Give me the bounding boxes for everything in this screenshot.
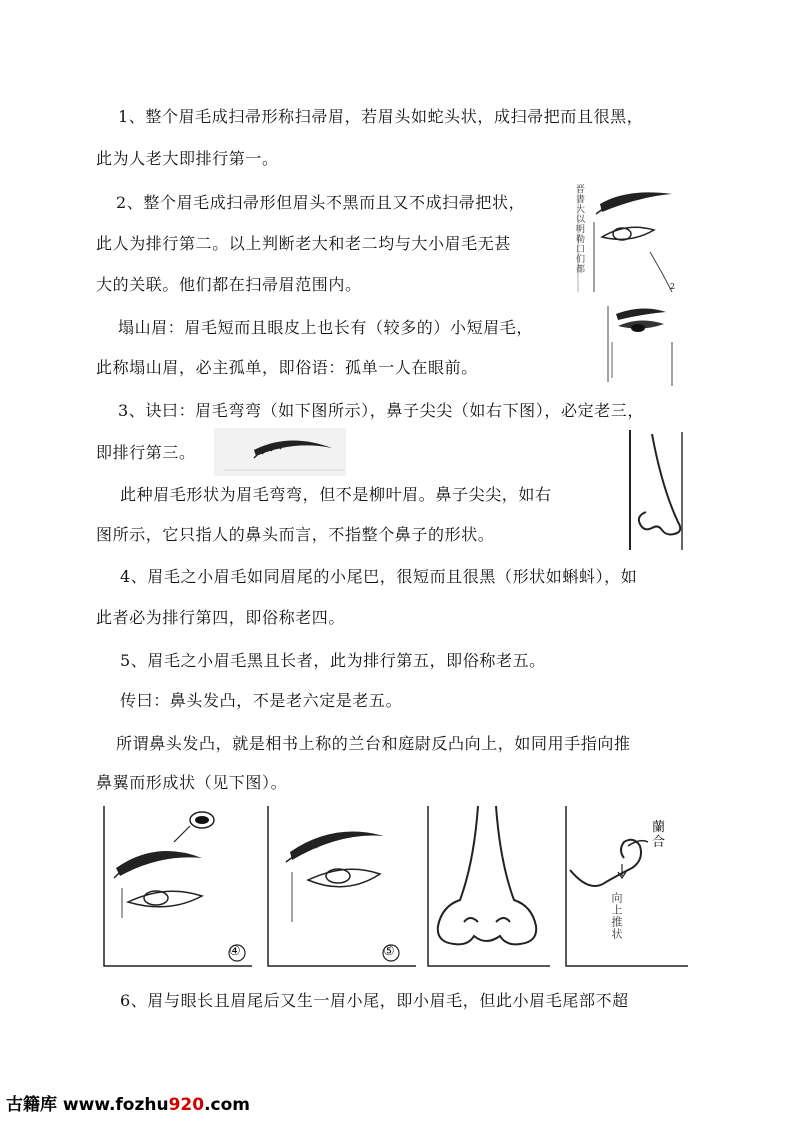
figure-number: 2 — [670, 282, 676, 291]
figure-side-annotation: 晋書大以明勒口们都 — [574, 184, 584, 274]
figure-eyebrow-4 — [98, 802, 256, 970]
paragraph-line: 即排行第三。 — [96, 443, 196, 462]
curved-eyebrow-drawing — [214, 428, 346, 476]
paragraph-line: 此称塌山眉，必主孤单，即俗语：孤单一人在眼前。 — [96, 358, 478, 377]
nose-front-drawing — [424, 802, 554, 970]
figure-curved-eyebrow — [214, 428, 346, 476]
paragraph-line: 大的关联。他们都在扫帚眉范围内。 — [96, 275, 362, 294]
paragraph-line: 所谓鼻头发凸，就是相书上称的兰台和庭尉反凸向上，如同用手指向推 — [116, 734, 631, 753]
paragraph-line: 4、眉毛之小眉毛如同眉尾的小尾巴，很短而且很黑（形状如蝌蚪），如 — [120, 567, 638, 586]
paragraph-line: 图所示，它只指人的鼻头而言，不指整个鼻子的形状。 — [96, 525, 495, 544]
paragraph-line: 3、诀曰：眉毛弯弯（如下图所示），鼻子尖尖（如右下图），必定老三， — [118, 401, 644, 420]
figure-eyebrow-5 — [262, 802, 420, 970]
paragraph-line: 传曰：鼻头发凸，不是老六定是老五。 — [120, 691, 403, 710]
paragraph-line: 此人为排行第二。以上判断老大和老二均与大小眉毛无甚 — [96, 234, 512, 253]
pointed-nose-drawing — [622, 428, 692, 552]
figure-nose-front — [424, 802, 554, 970]
figure-broom-eyebrow — [572, 182, 682, 300]
eyebrow-5-drawing — [262, 802, 420, 970]
paragraph-line: 5、眉毛之小眉毛黑且长者，此为排行第五，即俗称老五。 — [120, 651, 546, 670]
paragraph-line: 鼻翼而形成状（见下图）。 — [96, 773, 288, 792]
figure-lantai-side — [562, 802, 692, 970]
paragraph-line: 此者必为排行第四，即俗称老四。 — [96, 608, 346, 627]
figure-lantai-label: 蘭合 — [652, 820, 666, 850]
figure-tashan-eyebrow — [598, 302, 678, 386]
footer-watermark — [6, 1090, 250, 1115]
figure-side-annotation: 向上推状 — [610, 892, 623, 940]
paragraph-line: 1、整个眉毛成扫帚形称扫帚眉，若眉头如蛇头状，成扫帚把而且很黑， — [118, 107, 644, 126]
site-url-suffix: .com — [204, 1095, 251, 1115]
paragraph-line: 塌山眉：眉毛短而且眼皮上也长有（较多的）小短眉毛， — [118, 318, 534, 337]
paragraph-line: 2、整个眉毛成扫帚形但眉头不黑而且又不成扫帚把状， — [116, 193, 526, 212]
paragraph-line: 此为人老大即排行第一。 — [96, 149, 279, 168]
paragraph-line: 此种眉毛形状为眉毛弯弯，但不是柳叶眉。鼻子尖尖，如右 — [120, 485, 552, 504]
site-url-number: 920 — [168, 1095, 205, 1115]
site-url — [63, 1095, 250, 1115]
lantai-side-drawing — [562, 802, 692, 970]
broom-eyebrow-drawing — [572, 182, 682, 300]
paragraph-line: 6、眉与眼长且眉尾后又生一眉小尾，即小眉毛，但此小眉毛尾部不超 — [120, 991, 629, 1010]
figure-number: ⑤ — [383, 944, 395, 959]
site-url-prefix: www.fozhu — [62, 1095, 169, 1115]
figure-number: ④ — [229, 944, 241, 959]
site-name: 古籍库 — [6, 1095, 57, 1115]
tashan-eyebrow-drawing — [598, 302, 678, 386]
figure-pointed-nose — [622, 428, 692, 552]
